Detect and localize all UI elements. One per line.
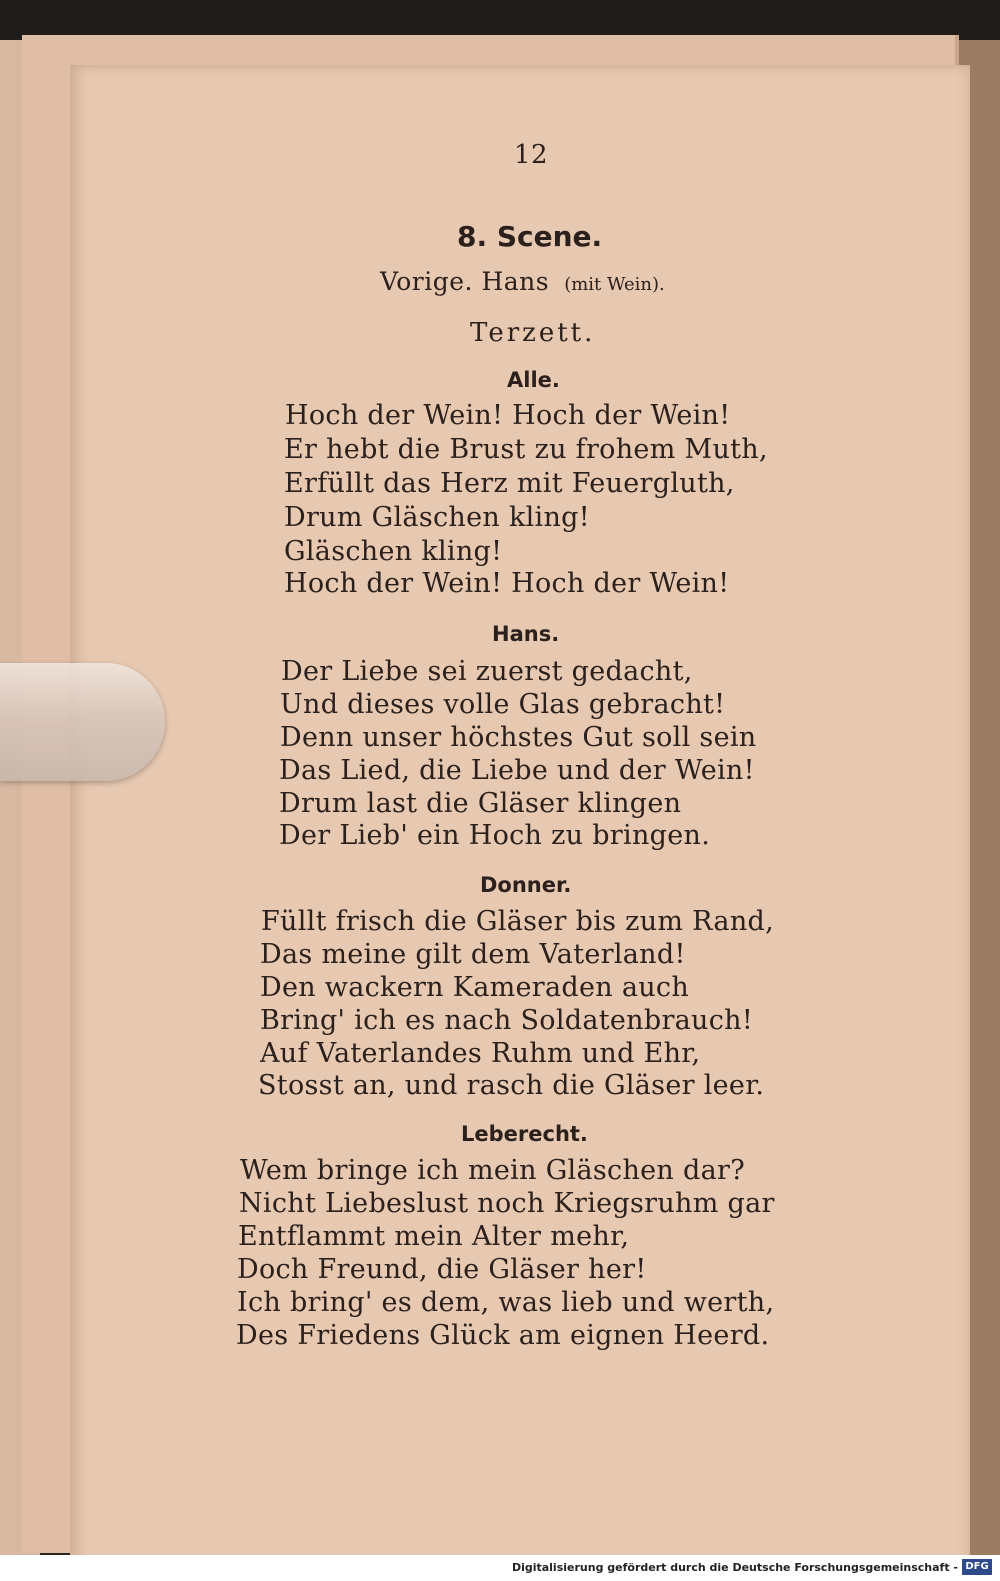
stage-direction: (mit Wein). (564, 274, 665, 295)
verse-line: Wem bringe ich mein Gläschen dar? (240, 1155, 745, 1186)
verse-line: Der Liebe sei zuerst gedacht, (281, 656, 693, 687)
verse-line: Und dieses volle Glas gebracht! (280, 689, 726, 720)
verse-line: Hoch der Wein! Hoch der Wein! (285, 400, 731, 431)
verse-line: Das Lied, die Liebe und der Wein! (279, 755, 755, 786)
verse-line: Ich bring' es dem, was lieb und werth, (237, 1287, 775, 1318)
verse-line: Erfüllt das Herz mit Feuergluth, (284, 468, 735, 499)
verse-line: Er hebt die Brust zu frohem Muth, (284, 434, 768, 465)
characters-line (380, 267, 665, 296)
verse-line: Denn unser höchstes Gut soll sein (280, 722, 757, 753)
verse-line: Des Friedens Glück am eignen Heerd. (236, 1320, 770, 1351)
verse-line: Der Lieb' ein Hoch zu bringen. (279, 820, 711, 851)
verse-line: Das meine gilt dem Vaterland! (260, 939, 686, 970)
verse-line: Nicht Liebeslust noch Kriegsruhm gar (239, 1188, 775, 1219)
verse-line: Auf Vaterlandes Ruhm und Ehr, (260, 1038, 701, 1069)
dfg-logo: DFG (962, 1559, 992, 1575)
verse-line: Hoch der Wein! Hoch der Wein! (284, 568, 730, 599)
verse-line: Drum Gläschen kling! (284, 502, 590, 533)
section-title: Terzett. (470, 318, 596, 348)
verse-line: Füllt frisch die Gläser bis zum Rand, (261, 906, 774, 937)
verse-line: Gläschen kling! (284, 536, 503, 567)
verse-line: Doch Freund, die Gläser her! (237, 1254, 647, 1285)
bookmark-strip (0, 663, 165, 781)
characters-names: Vorige. Hans (380, 267, 550, 296)
book-top-edge (0, 0, 1000, 40)
speaker-alle: Alle. (507, 368, 560, 392)
speaker-leberecht: Leberecht. (461, 1122, 588, 1146)
verse-line: Bring' ich es nach Soldatenbrauch! (260, 1005, 754, 1036)
scene-title: 8. Scene. (457, 220, 603, 253)
page-number: 12 (514, 140, 549, 170)
footer-credit: Digitalisierung gefördert durch die Deutsche Forschungsgemeinschaft - (511, 1561, 958, 1574)
verse-line: Drum last die Gläser klingen (279, 788, 682, 819)
speaker-donner: Donner. (480, 873, 572, 897)
verse-line: Stosst an, und rasch die Gläser leer. (258, 1070, 765, 1101)
verse-line: Den wackern Kameraden auch (260, 972, 690, 1003)
speaker-hans: Hans. (492, 622, 560, 646)
verse-line: Entflammt mein Alter mehr, (238, 1221, 630, 1252)
